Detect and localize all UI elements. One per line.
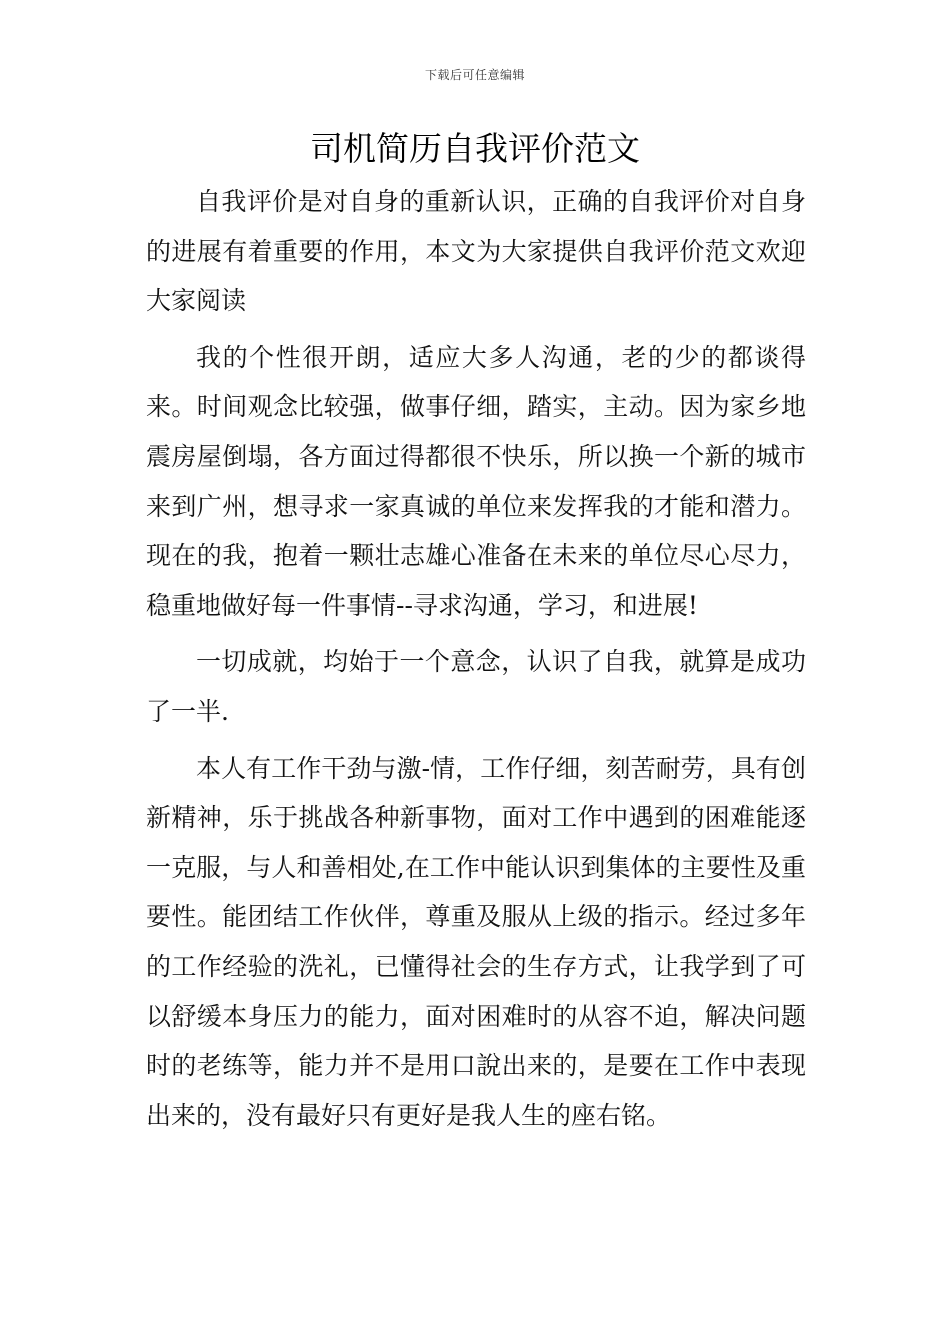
paragraph-achievement: 一切成就，均始于一个意念，认识了自我，就算是成功了一半.: [146, 647, 806, 726]
document-title: 司机简历自我评价范文: [310, 129, 640, 168]
paragraph-personality: 我的个性很开朗，适应大多人沟通，老的少的都谈得来。时间观念比较强，做事仔细，踏实，主动。因为家乡地震房屋倒塌，各方面过得都很不快乐，所以换一个新的城市来到广州，想寻求一家真诚的单位来发挥我的才能和潜力。现在的我，抱着一颗壮志雄心准备在未来的单位尽心尽力，稳重地做好每一件事情--寻求沟通，学习，和进展!: [146, 342, 806, 620]
paragraph-work-attitude: 本人有工作干劲与激-情，工作仔细，刻苦耐劳，具有创新精神，乐于挑战各种新事物，面对工作中遇到的困难能逐一克服，与人和善相处,在工作中能认识到集体的主要性及重要性。能团结工作伙伴，尊重及服从上级的指示。经过多年的工作经验的洗礼，已懂得社会的生存方式，让我学到了可以舒缓本身压力的能力，面对困难时的从容不迫，解决问题时的老练等，能力并不是用口說出来的，是要在工作中表现出来的，没有最好只有更好是我人生的座右铭。: [146, 753, 806, 1130]
document-body: [146, 177, 806, 1147]
header-note: 下载后可任意编辑: [424, 68, 525, 82]
paragraph-intro: 自我评价是对自身的重新认识，正确的自我评价对自身的进展有着重要的作用，本文为大家提供自我评价范文欢迎大家阅读: [146, 187, 806, 316]
